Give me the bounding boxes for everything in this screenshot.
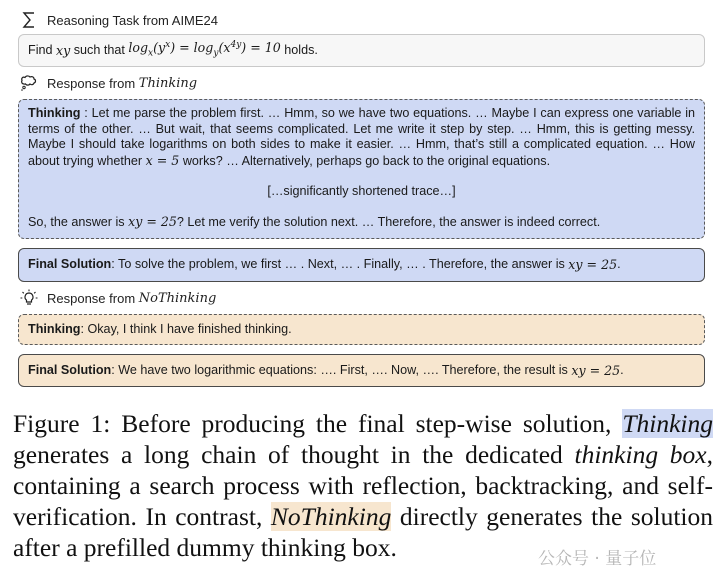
- figure-caption: [13, 408, 713, 563]
- final-solution-thinking: [18, 248, 705, 282]
- thinking-text: : Let me parse the problem first. … Hmm, so we have two equations. … Maybe I can express one variable in terms of the other. … But wait, that seems complicated. Let me write it step by step. … Hmm, this is getting messy. Maybe I should take logarithms on both sides to make it easier. … Hmm, that’s still a complicated equation. … How about trying whether: [28, 106, 695, 168]
- thinking-box: [18, 99, 705, 239]
- caption-thinking-box: thinking box: [574, 440, 707, 469]
- watermark: 公众号 · 量子位: [538, 549, 657, 569]
- caption-part4: directly generates the solution after a prefilled dummy thinking box.: [13, 502, 713, 562]
- task-middle: such that: [73, 42, 125, 57]
- thinking-label: Thinking: [28, 106, 81, 120]
- final2-math: xy = 25: [571, 362, 621, 378]
- caption-part3: , containing a search process with reflection, backtracking, and self-verification. In contrast,: [13, 440, 714, 531]
- nothinking-header-prefix: Response from: [47, 290, 136, 306]
- answer-suffix: ? Let me verify the solution next. … Therefore, the answer is indeed correct.: [176, 214, 601, 229]
- thinking-header: [20, 74, 197, 92]
- task-prefix: Find: [28, 42, 53, 57]
- thinking-box-nothinking: [18, 314, 705, 345]
- sigma-icon: [20, 11, 38, 29]
- answer-prefix: So, the answer is: [28, 214, 125, 229]
- task-suffix: holds.: [284, 42, 318, 57]
- thinking-answer: [28, 214, 695, 231]
- thinking-header-prefix: Response from: [47, 75, 136, 91]
- task-box: [18, 34, 705, 67]
- caption-part2: generates a long chain of thought in the dedicated: [13, 440, 563, 469]
- thought-bubble-icon: [20, 74, 38, 92]
- task-equation: $\log_x(y^x) = \log_y(x^{4y}) = 10$: [128, 40, 281, 60]
- nothinking-header: [20, 289, 216, 307]
- answer-math: xy = 25: [128, 213, 177, 229]
- final1-text: : To solve the problem, we first … . Next, … . Finally, … . Therefore, the answer is: [111, 257, 565, 272]
- final2-end: .: [620, 362, 624, 377]
- caption-thinking: Thinking: [622, 409, 714, 438]
- final2-text: : We have two logarithmic equations: …. First, …. Now, …. Therefore, the result is: [111, 362, 568, 377]
- final1-label: Final Solution: [28, 257, 112, 272]
- thinking-math: x = 5: [145, 152, 180, 168]
- thinking2-text: : Okay, I think I have finished thinking.: [80, 321, 292, 336]
- final1-end: .: [617, 257, 621, 272]
- final2-label: Final Solution: [28, 362, 112, 377]
- thinking-header-mode: Thinking: [138, 75, 198, 91]
- shortened-trace: […significantly shortened trace…]: [267, 184, 456, 198]
- task-header-label: Reasoning Task from AIME24: [47, 12, 219, 28]
- thinking-paragraph: [28, 106, 695, 169]
- caption-nothinking: NoThinking: [270, 502, 392, 531]
- task-var: xy: [56, 42, 71, 58]
- lightbulb-icon: [20, 289, 38, 307]
- task-header: [20, 11, 218, 29]
- final1-math: xy = 25: [568, 257, 618, 273]
- final-solution-nothinking: [18, 354, 705, 387]
- thinking-text-after: works? … Alternatively, perhaps go back to the original equations.: [182, 153, 551, 168]
- nothinking-header-mode: NoThinking: [138, 290, 217, 306]
- thinking2-label: Thinking: [28, 321, 81, 336]
- caption-part1: Figure 1: Before producing the final step-wise solution,: [13, 409, 612, 438]
